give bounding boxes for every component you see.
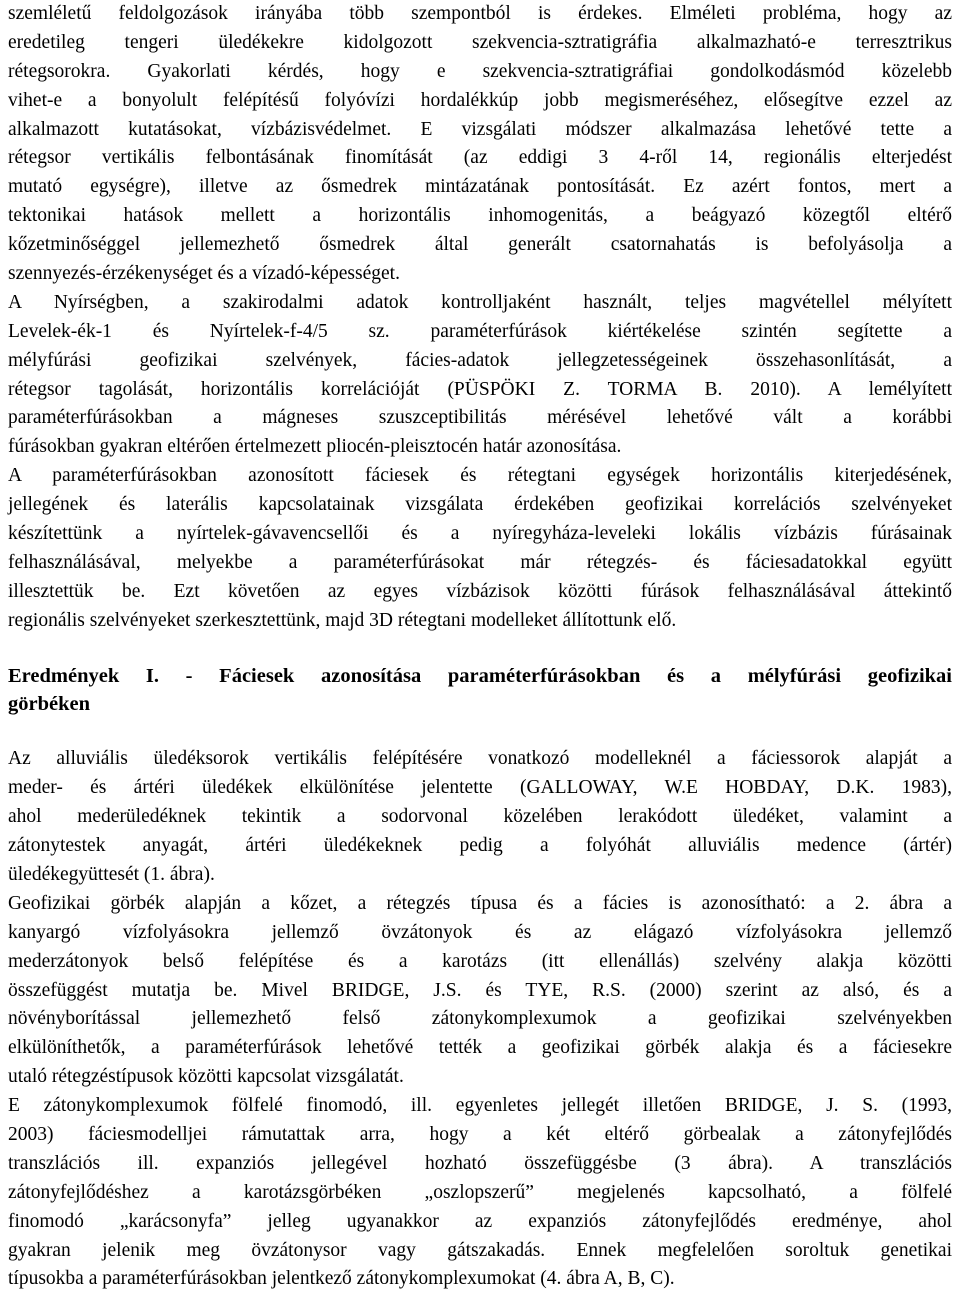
text-line: rétegsor tagolását, horizontális korrelációját (PÜSPÖKI Z. TORMA B. 2010). A lemélyített <box>8 378 952 400</box>
text-line: alkalmazott kutatásokat, vízbázisvédelmet. E vizsgálati módszer alkalmazása lehetővé tette a <box>8 118 952 140</box>
text-line: rétegsorokra. Gyakorlati kérdés, hogy e szekvencia-sztratigráfiai gondolkodásmód közelebb <box>8 60 952 82</box>
text-line: zátonyfejlődéshez a karotázsgörbéken „oszlopszerű” megjelenés kapcsolható, a fölfelé <box>8 1181 952 1203</box>
geophysics-paragraph <box>8 890 952 1092</box>
text-line: gyakran jelenik meg övzátonysor vagy gátszakadás. Ennek megfelelően soroltuk genetikai <box>8 1239 952 1261</box>
text-line: kőzetminőséggel jellemezhető ősmedrek által generált csatornahatás is befolyásolja a <box>8 234 952 256</box>
text-line: paraméterfúrásokban a mágneses szuszceptibilitás mérésével lehetővé vált a korábbi <box>8 407 952 429</box>
text-line: elkülöníthetők, a paraméterfúrások lehetővé tették a geofizikai görbék alakja és a fáciesekre <box>8 1037 952 1059</box>
text-line: készítettünk a nyírtelek-gávavencsellői és a nyíregyháza-leveleki lokális vízbázis fúrásainak <box>8 523 952 545</box>
text-line: mélyfúrási geofizikai szelvények, fácies-adatok jellegzetességeinek összehasonlítását, a <box>8 349 952 371</box>
text-line: szemléletű feldolgozások irányába több szempontból is érdekes. Elméleti probléma, hogy az <box>8 3 952 24</box>
text-line: mederzátonyok belső felépítése és a karotázs (itt ellenállás) szelvény alakja közötti <box>8 950 952 972</box>
text-line: felhasználásával, melyekbe a paraméterfúrásokat már rétegzés- és fáciesadatokkal együtt <box>8 551 952 573</box>
text-line: fúrásokban gyakran eltérően értelmezett pliocén-pleisztocén határ azonosítása. <box>8 436 622 458</box>
text-line: Az alluviális üledéksorok vertikális felépítésére vonatkozó modelleknél a fáciessorok alapját a <box>8 748 952 770</box>
text-line: finomodó „karácsonyfa” jelleg ugyanakkor az expanziós zátonyfejlődés eredménye, ahol <box>8 1210 952 1232</box>
text-line: üledékegyüttesét (1. ábra). <box>8 863 215 885</box>
text-line: A paraméterfúrásokban azonosított fáciesek és rétegtani egységek horizontális kiterjedésének, <box>8 465 952 487</box>
text-line: 2003) fáciesmodelljei rámutattak arra, hogy a két eltérő görbealak a zátonyfejlődés <box>8 1123 952 1145</box>
section-heading <box>8 662 952 720</box>
text-line: tektonikai hatások mellett a horizontális inhomogenitás, a beágyazó közegtől eltérő <box>8 205 952 227</box>
facies-paragraph <box>8 462 952 635</box>
text-line: transzlációs ill. expanziós jellegével hozható összefüggésbe (3 ábra). A transzlációs <box>8 1152 952 1174</box>
text-line: kanyargó vízfolyásokra jellemző övzátonyok és az elágazó vízfolyásokra jellemző <box>8 921 952 943</box>
text-line: meder- és ártéri üledékek elkülönítése jelentette (GALLOWAY, W.E HOBDAY, D.K. 1983), <box>8 777 952 799</box>
zatonykomplexum-paragraph <box>8 1092 952 1294</box>
text-line: jellegének és laterális kapcsolatainak vizsgálata érdekében geofizikai korrelációs szelvényeket <box>8 494 952 516</box>
text-line: utaló rétegzéstípusok közötti kapcsolat vizsgálatát. <box>8 1066 404 1088</box>
text-line: zátonytestek anyagát, ártéri üledékeknek pedig a folyóhát alluviális medence (ártér) <box>8 835 952 857</box>
heading-line: Eredmények I. - Fáciesek azonosítása paraméterfúrásokban és a mélyfúrási geofizikai <box>8 664 952 687</box>
text-line: szennyezés-érzékenységet és a vízadó-képességet. <box>8 263 400 285</box>
nyirseg-paragraph <box>8 289 952 462</box>
text-line: rétegsor vertikális felbontásának finomítását (az eddigi 3 4-ről 14, regionális elterjedést <box>8 147 952 169</box>
text-line: vihet-e a bonyolult felépítésű folyóvízi hordalékkúp jobb megismeréséhez, elősegítve ezzel az <box>8 89 952 111</box>
text-line: Geofizikai görbék alapján a kőzet, a rétegzés típusa és a fácies is azonosítható: a 2. ábra a <box>8 892 952 914</box>
alluvial-paragraph <box>8 745 952 889</box>
text-line: ahol mederüledéknek tekintik a sodorvonal közelében lerakódott üledéket, valamint a <box>8 806 952 828</box>
intro-paragraph <box>8 0 952 289</box>
text-line: mutató egységre), illetve az ősmedrek mintázatának pontosítását. Ez azért fontos, mert a <box>8 176 952 198</box>
text-line: A Nyírségben, a szakirodalmi adatok kontrolljaként használt, teljes magvétellel mélyített <box>8 291 952 313</box>
text-line: E zátonykomplexumok fölfelé finomodó, ill. egyenletes jellegét illetően BRIDGE, J. S. (1993, <box>8 1095 952 1117</box>
text-line: regionális szelvényeket szerkesztettünk, majd 3D rétegtani modelleket állítottunk elő. <box>8 609 677 631</box>
text-line: eredetileg tengeri üledékekre kidolgozott szekvencia-sztratigráfia alkalmazható-e terresztrikus <box>8 31 952 53</box>
text-line: összefüggést mutatja be. Mivel BRIDGE, J.S. és TYE, R.S. (2000) szerint az alsó, és a <box>8 979 952 1001</box>
text-line: típusokba a paraméterfúrásokban jelentkező zátonykomplexumokat (4. ábra A, B, C). <box>8 1268 675 1290</box>
text-line: növényborítással jellemezhető felső zátonykomplexumok a geofizikai szelvényekben <box>8 1008 952 1030</box>
text-line: Levelek-ék-1 és Nyírtelek-f-4/5 sz. paraméterfúrások kiértékelése szintén segítette a <box>8 320 952 342</box>
text-line: illesztettük be. Ezt követően az egyes vízbázisok közötti fúrások felhasználásával áttekintő <box>8 580 952 602</box>
heading-line: görbéken <box>8 693 90 716</box>
